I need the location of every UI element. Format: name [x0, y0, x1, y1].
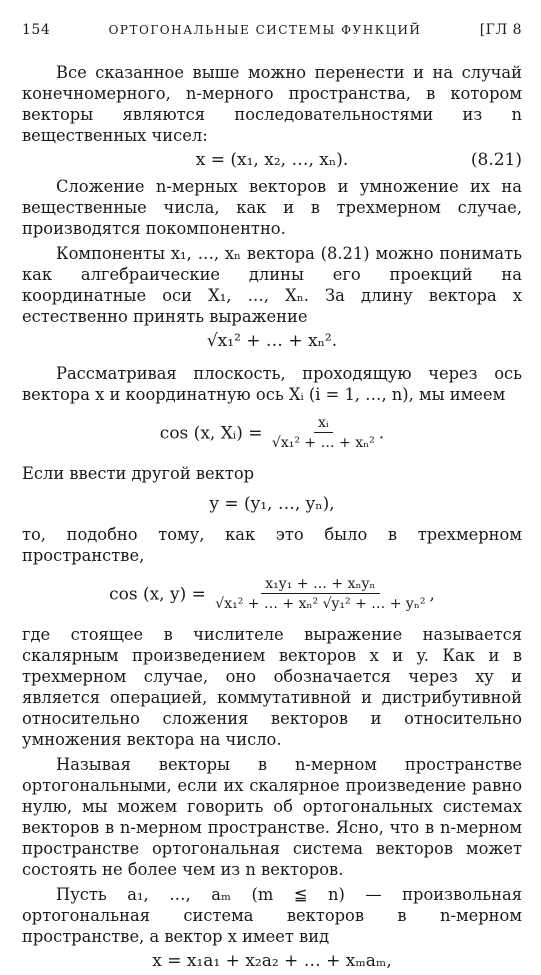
- paragraph-1: Все сказанное выше можно перенести и на случай конечномерного, n-мерного пространства, в котором векторы являются последовательностями из n вещественных чисел:: [22, 63, 522, 145]
- paragraph-4: Рассматривая плоскость, проходящую через ось вектора x и координатную ось Xᵢ (i = 1, …, n), мы имеем: [22, 364, 522, 404]
- eq3-lhs: cos (x, Xᵢ) =: [159, 423, 263, 444]
- running-header: [22, 22, 522, 44]
- page: [22, 22, 522, 975]
- running-title: ОРТОГОНАЛЬНЫЕ СИСТЕМЫ ФУНКЦИЙ: [108, 23, 422, 37]
- equation-length: √x₁² + … + xₙ².: [206, 331, 338, 351]
- equation-8-21: [22, 148, 522, 172]
- equation-number: (8.21): [470, 150, 522, 170]
- paragraph-5: Если ввести другой вектор: [22, 464, 255, 483]
- paragraph-2: Сложение n-мерных векторов и умножение их на вещественные числа, как и в трехмерном случае, производятся покомпонентно.: [22, 177, 522, 238]
- page-number: 154: [22, 22, 51, 38]
- paragraph-6: то, подобно тому, как это было в трехмерном пространстве,: [22, 525, 522, 565]
- eq3-numerator: xᵢ: [314, 415, 333, 433]
- paragraph-9: Пусть a₁, …, aₘ (m ≦ n) — произвольная ортогональная система векторов в n-мерном пространстве, а вектор x имеет вид: [22, 885, 522, 946]
- paragraph-8: Называя векторы в n-мерном пространстве ортогональными, если их скалярное произведение равно нулю, мы можем говорить об ортогональных системах векторов в n-мерном пространстве. Ясно, что в n-мерном пространстве ортогональная система векторов может состоять не более чем из n векторов.: [22, 755, 522, 879]
- eq5-numerator: x₁y₁ + … + xₙyₙ: [261, 576, 379, 594]
- eq3-fraction: [268, 415, 379, 453]
- eq5-denominator: √x₁² + … + xₙ² √y₁² + … + yₙ²: [215, 596, 426, 612]
- equation-cos-x-xi: [22, 415, 522, 453]
- eq5-tail: ,: [429, 584, 435, 605]
- equation-y: y = (y₁, …, yₙ),: [209, 494, 335, 514]
- eq5-lhs: cos (x, y) =: [109, 584, 206, 605]
- equation-8-21-body: x = (x₁, x₂, …, xₙ).: [195, 150, 349, 170]
- equation-x-expansion: x = x₁a₁ + x₂a₂ + … + xₘaₘ,: [152, 951, 392, 971]
- chapter-label: [ГЛ 8: [479, 22, 522, 38]
- equation-cos-x-y: [22, 576, 522, 614]
- paragraph-3: Компоненты x₁, …, xₙ вектора (8.21) можно понимать как алгебраические длины его проекций на координатные оси X₁, …, Xₙ. За длину вектора x естественно принять выражение: [22, 244, 522, 326]
- paragraph-7: где стоящее в числителе выражение называется скалярным произведением векторов x и y. Как и в трехмерном случае, оно обозначается через xy и является операцией, коммутативной и дистрибутивной относительно сложения векторов и относительно умножения вектора на число.: [22, 625, 522, 749]
- eq3-tail: .: [378, 423, 385, 444]
- eq5-fraction: [211, 576, 429, 614]
- eq3-denominator: √x₁² + … + xₙ²: [271, 435, 375, 451]
